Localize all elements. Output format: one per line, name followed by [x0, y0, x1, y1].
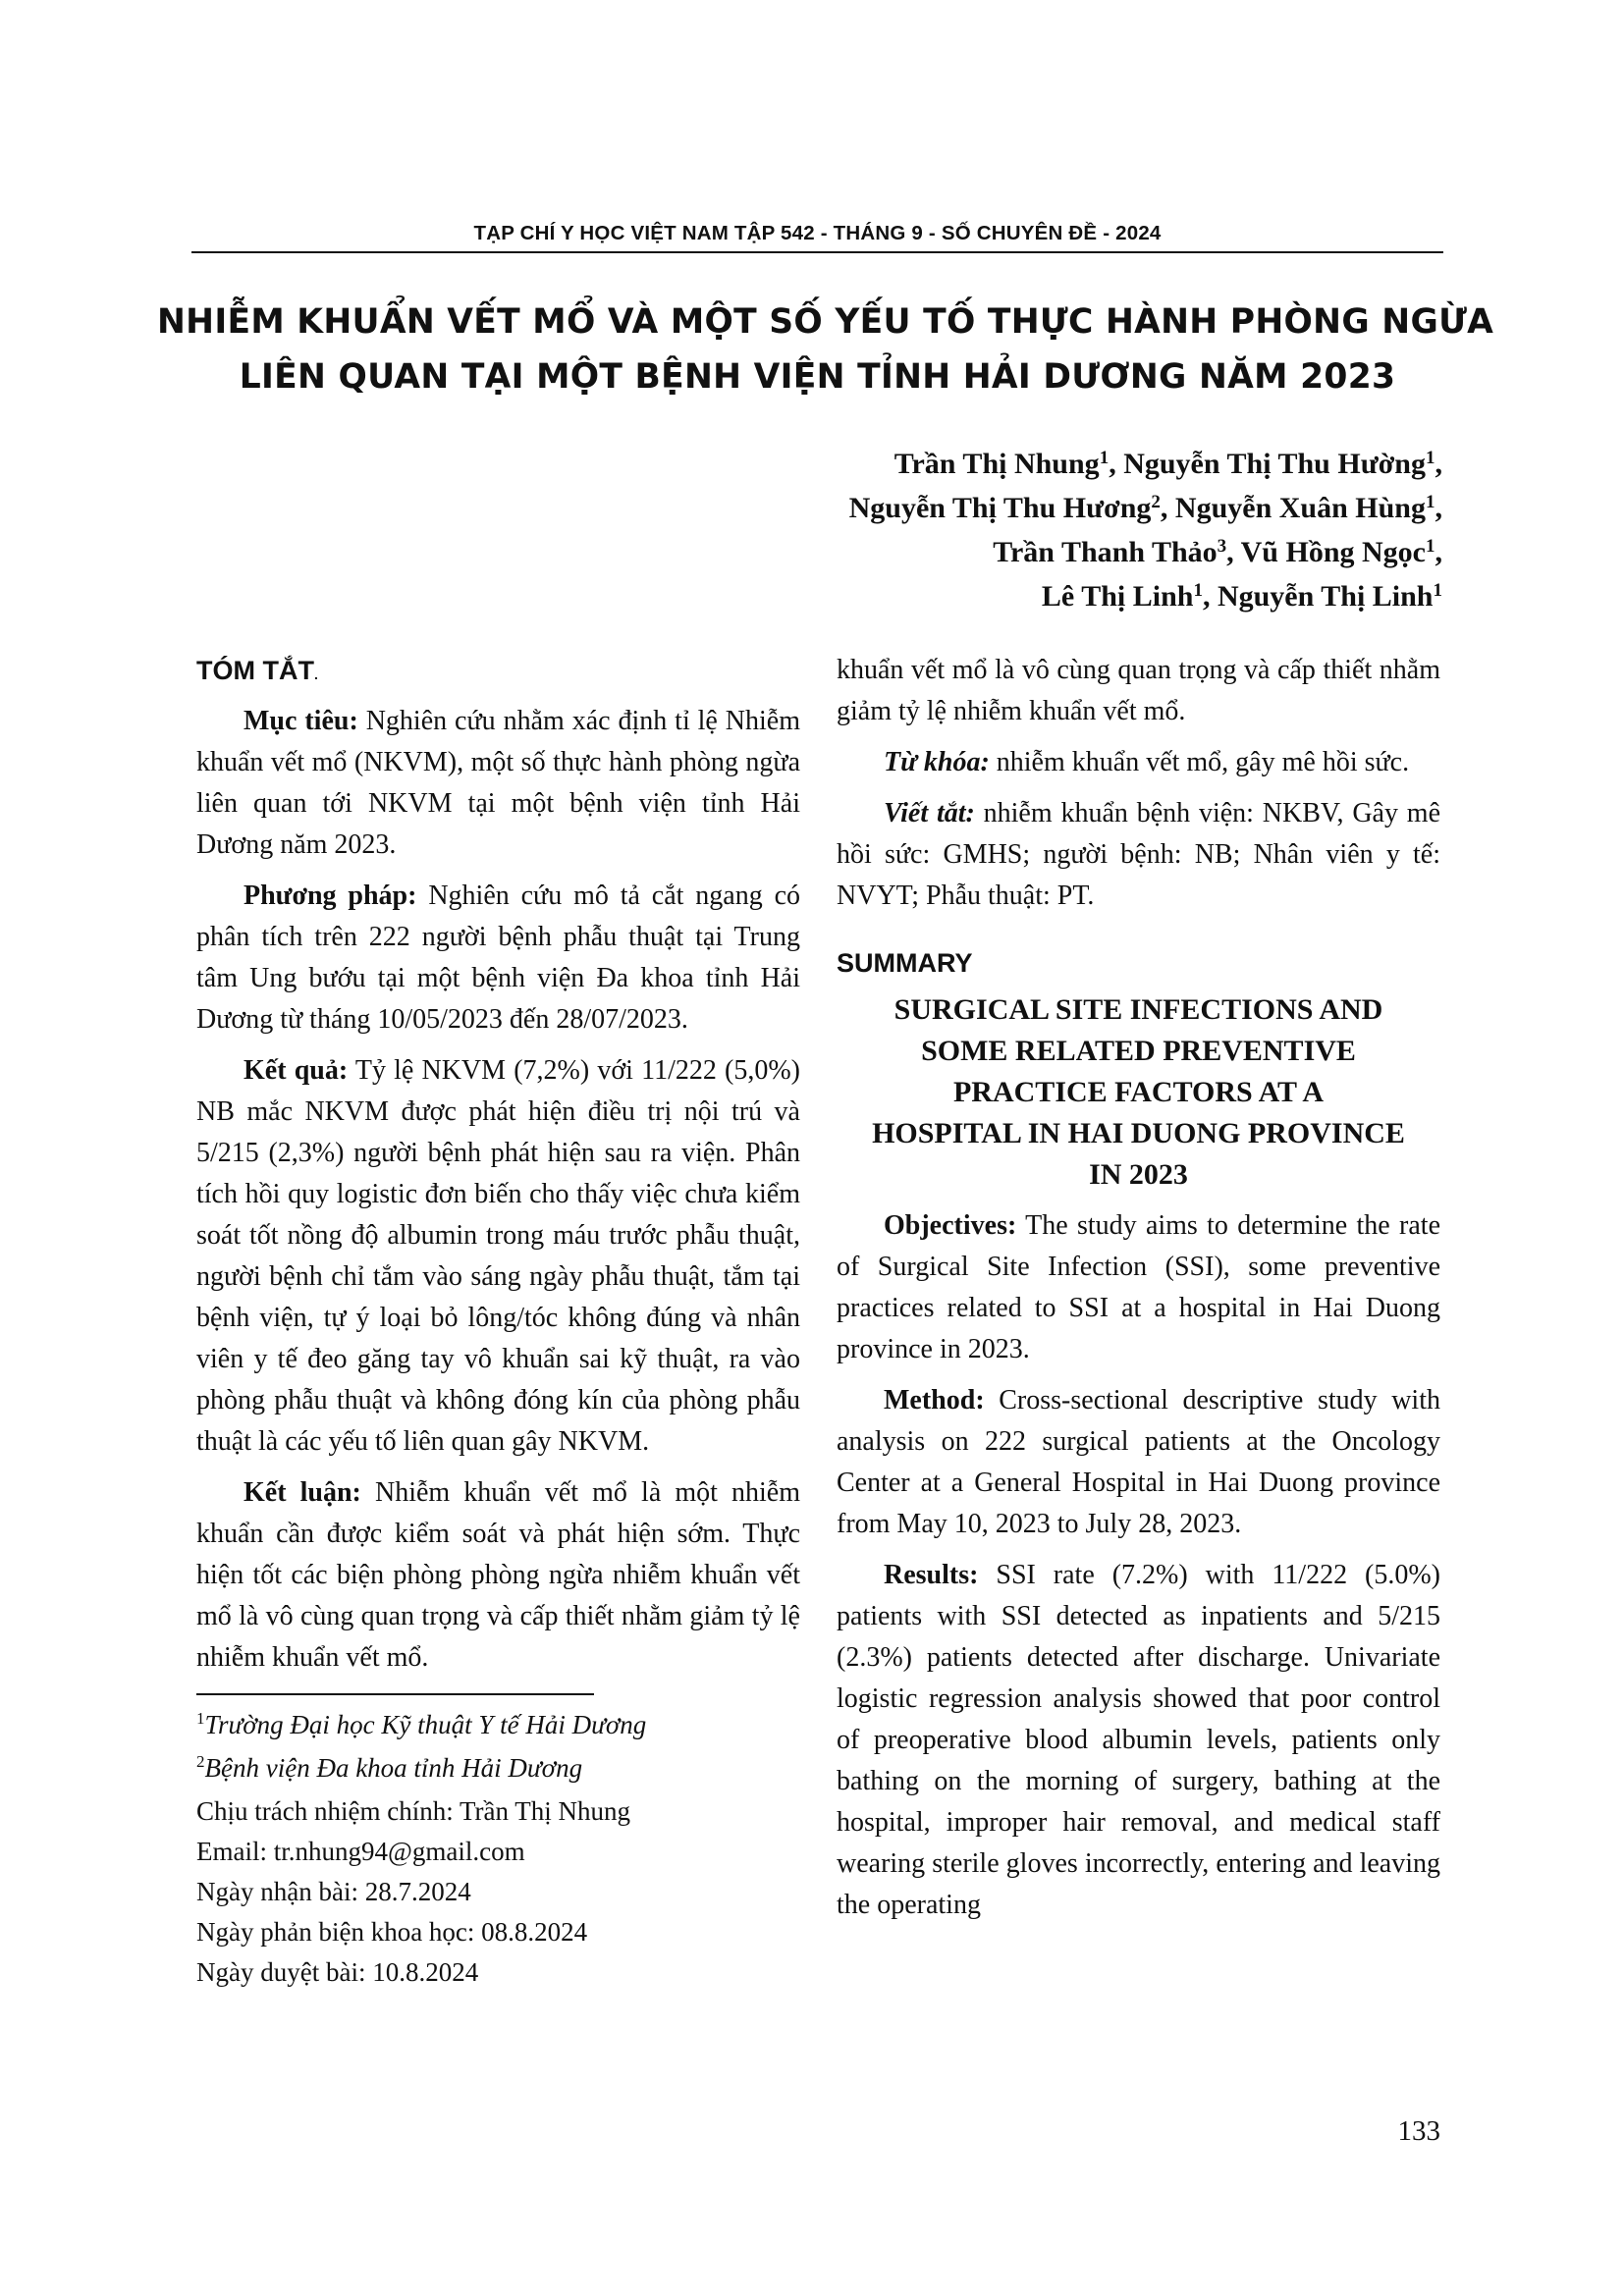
author-affiliation: 1: [1426, 492, 1435, 512]
author-affiliation: 1: [1433, 580, 1442, 601]
abstract-method-vi: Phương pháp: Nghiên cứu mô tả cắt ngang có phân tích trên 222 người bệnh phẫu thuật tại Trung tâm Ung bướu tại một bệnh viện Đa khoa tỉnh Hải Dương từ tháng 10/05/2023 đến 28/07/2023.: [196, 881, 800, 1035]
summary-title: SURGICAL SITE INFECTIONS AND SOME RELATED PREVENTIVE PRACTICE FACTORS AT A HOSPITAL IN HAI DUONG PROVINCE IN 2023: [872, 993, 1405, 1191]
page-number: 133: [1397, 2115, 1440, 2147]
date-received: Ngày nhận bài: 28.7.2024: [196, 1877, 471, 1906]
summary-method: Method: Cross-sectional descriptive study with analysis on 222 surgical patients at the Oncology Center at a General Hospital in Hai Duong province from May 10, 2023 to July 28, 2023.: [837, 1385, 1440, 1539]
author-line-2: Nguyễn Thị Thu Hương$^2$, Nguyễn Xuân Hùng$^1$,: [848, 492, 1442, 524]
author-affiliation: 2: [1151, 492, 1161, 512]
abbreviations-vi: Viết tắt: nhiễm khuẩn bệnh viện: NKBV, Gây mê hồi sức: GMHS; người bệnh: NB; Nhân viên y tế: NVYT; Phẫu thuật: PT.: [837, 798, 1440, 911]
running-head: TẠP CHÍ Y HỌC VIỆT NAM TẬP 542 - THÁNG 9 - SỐ CHUYÊN ĐỀ - 2024: [473, 222, 1162, 244]
keywords-vi: Từ khóa: nhiễm khuẩn vết mổ, gây mê hồi sức.: [884, 747, 1410, 777]
author-name: Trần Thanh Thảo: [993, 536, 1218, 568]
affiliation-1: $^1$Trường Đại học Kỹ thuật Y tế Hải Dương: [196, 1709, 647, 1739]
header-rule: [191, 251, 1443, 253]
abstract-conclusion-vi: Kết luận: Nhiễm khuẩn vết mổ là một nhiễm khuẩn cần được kiểm soát và phát hiện sớm. Thực hiện tốt các biện phòng phòng ngừa nhiễm khuẩn vết mổ là vô cùng quan trọng và cấp thiết nhằm giảm tỷ lệ nhiễm khuẩn vết mổ.: [196, 1477, 801, 1673]
author-affiliation: 1: [1193, 580, 1203, 601]
author-name: Lê Thị Linh: [1041, 580, 1194, 613]
author-name: Vũ Hồng Ngọc: [1240, 536, 1426, 568]
objectives-label-en: Objectives:: [884, 1210, 1017, 1241]
author-line-3: Trần Thanh Thảo$^3$, Vũ Hồng Ngọc$^1$,: [993, 536, 1442, 568]
author-affiliation: 1: [1099, 448, 1110, 468]
article-title: [157, 294, 1494, 404]
author-line-1: Trần Thị Nhung$^1$, Nguyễn Thị Thu Hường$^1$,: [893, 448, 1442, 480]
date-accepted: Ngày duyệt bài: 10.8.2024: [196, 1957, 479, 1987]
method-label: Phương pháp:: [244, 881, 417, 911]
right-column: [837, 650, 1440, 1926]
summary-results: Results: SSI rate (7.2%) with 11/222 (5.0%) patients with SSI detected as inpatients and 5/215 (2.3%) patients detected after discharge. Univariate logistic regression analysis showed that poor control of preoperative blood albumin levels, patients only bathing on the morning of surgery, bathing at the hospital, improper hair removal, and medical staff wearing sterile gloves incorrectly, entering and leaving the operating: [837, 1560, 1440, 1920]
results-label-en: Results:: [884, 1560, 979, 1590]
author-affiliation: 1: [1426, 536, 1435, 557]
abbreviations-label: Viết tắt:: [884, 798, 975, 828]
author-email: Email: tr.nhung94@gmail.com: [196, 1837, 525, 1866]
method-label-en: Method:: [884, 1385, 985, 1415]
abstract-heading-vi: TÓM TẮT.: [196, 656, 318, 685]
title-line-2: LIÊN QUAN TẠI MỘT BỆNH VIỆN TỈNH HẢI DƯƠNG NĂM 2023: [239, 357, 1396, 397]
affiliation-2: $^2$Bệnh viện Đa khoa tỉnh Hải Dương: [196, 1752, 583, 1783]
author-line-4: Lê Thị Linh$^1$, Nguyễn Thị Linh$^1$: [1041, 580, 1442, 613]
keywords-label: Từ khóa:: [884, 747, 990, 777]
author-name: Nguyễn Thị Linh: [1217, 580, 1434, 613]
author-affiliation: 1: [1426, 448, 1435, 468]
summary-objectives: Objectives: The study aims to determine the rate of Surgical Site Infection (SSI), some preventive practices related to SSI at a hospital in Hai Duong province in 2023.: [837, 1210, 1440, 1364]
corresponding-author: Chịu trách nhiệm chính: Trần Thị Nhung: [196, 1796, 630, 1826]
author-name: Nguyễn Thị Thu Hương: [848, 492, 1152, 524]
abstract-result-vi: Kết quả: Tỷ lệ NKVM (7,2%) với 11/222 (5,0%) NB mắc NKVM được phát hiện điều trị nội trú và 5/215 (2,3%) người bệnh phát hiện sau ra viện. Phân tích hồi quy logistic đơn biến cho thấy việc chưa kiểm soát tốt nồng độ albumin trong máu trước phẫu thuật, người bệnh chỉ tắm vào sáng ngày phẫu thuật, tắm tại bệnh viện, tự ý loại bỏ lông/tóc không đúng và nhân viên y tế đeo găng tay vô khuẩn sai kỹ thuật, ra vào phòng phẫu thuật và không đóng kín của phòng phẫu thuật là các yếu tố liên quan gây NKVM.: [196, 1055, 800, 1457]
footnote-rule: [196, 1693, 594, 1695]
abstract-objective-vi: Mục tiêu: Nghiên cứu nhằm xác định tỉ lệ Nhiễm khuẩn vết mổ (NKVM), một số thực hành phòng ngừa liên quan tới NKVM tại một bệnh viện tỉnh Hải Dương năm 2023.: [196, 706, 800, 860]
date-reviewed: Ngày phản biện khoa học: 08.8.2024: [196, 1917, 588, 1947]
author-name: Trần Thị Nhung: [893, 448, 1100, 480]
abstract-conclusion-continued: khuẩn vết mổ là vô cùng quan trọng và cấp thiết nhằm giảm tỷ lệ nhiễm khuẩn vết mổ.: [837, 655, 1440, 726]
conclusion-label: Kết luận:: [244, 1477, 361, 1508]
author-list: [559, 444, 1442, 620]
footnotes: [196, 1705, 805, 1993]
objective-label: Mục tiêu:: [244, 706, 358, 736]
left-column: [196, 650, 801, 1673]
author-name: Nguyễn Xuân Hùng: [1174, 492, 1426, 524]
summary-heading: SUMMARY: [837, 948, 973, 978]
title-line-1: NHIỄM KHUẨN VẾT MỔ VÀ MỘT SỐ YẾU TỐ THỰC HÀNH PHÒNG NGỪA: [157, 302, 1494, 342]
result-label: Kết quả:: [244, 1055, 349, 1086]
author-affiliation: 3: [1217, 536, 1227, 557]
author-name: Nguyễn Thị Thu Hường: [1123, 448, 1426, 480]
